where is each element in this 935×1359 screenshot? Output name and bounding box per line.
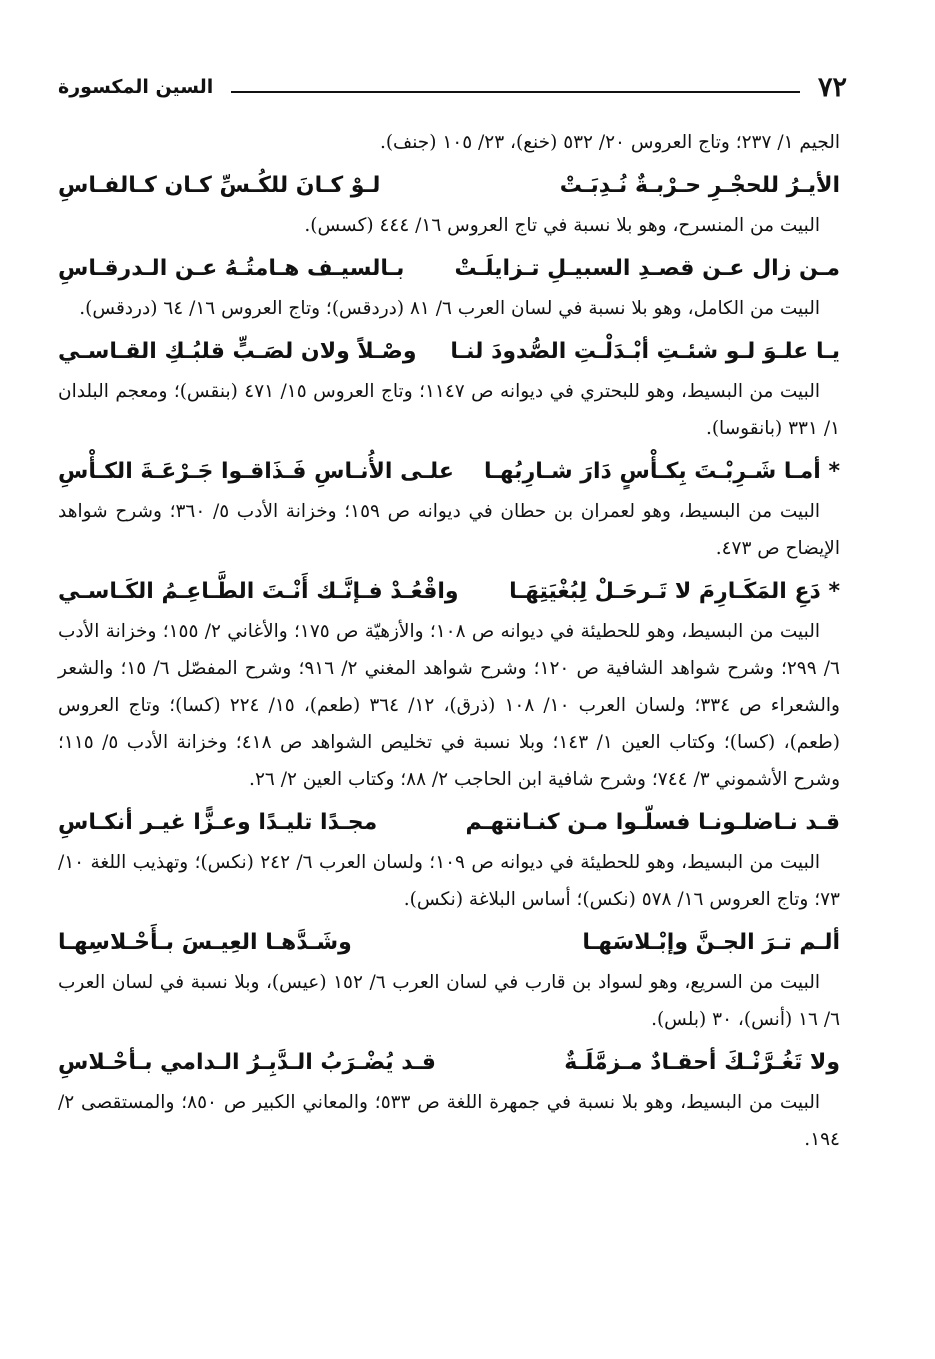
running-title: السين المكسورة — [58, 76, 214, 98]
verse-second-hemistich: علـى الأُنـاسِ فَـذَاقـوا جَـرْعَـةَ الكـأْسِ — [58, 458, 454, 484]
verse-second-hemistich: وصْـلاً ولان لصَـبٍّ قلبُـكِ القـاسـي — [58, 338, 417, 364]
verse-first-hemistich: * دَعِ المَكَـارِمَ لا تَـرحَـلْ لِبُغْيَتِهَـا — [509, 578, 840, 604]
verse-second-hemistich: مجـدًا تليـدًا وعـزًّا غيـر أنكـاسِ — [58, 809, 378, 835]
verse-line — [58, 800, 840, 844]
verse-first-hemistich: ألـم تـرَ الجـنَّ وإبْـلاسَهـا — [582, 929, 840, 955]
verse-line — [58, 1040, 840, 1084]
page-number: ٧٢ — [817, 71, 847, 103]
verse-line — [58, 246, 840, 290]
verse-second-hemistich: واقْعُـدْ فـإنَّـك أَنْـتَ الطَّـاعِـمُ الكَـاسـي — [58, 578, 459, 604]
citation-note: البيت من المنسرح، وهو بلا نسبة في تاج العروس ١٦/ ٤٤٤ (كسس). — [304, 215, 820, 236]
verse-line — [58, 569, 840, 613]
verse-first-hemistich: يـا علـوَ لـو شئـتِ أبْـدَلْـتِ الصُّدودَ لنـا — [450, 338, 840, 364]
citation-note: الجيم ١/ ٢٣٧؛ وتاج العروس ٢٠/ ٥٣٢ (خنع)، ٢٣/ ١٠٥ (جنف). — [379, 132, 840, 153]
citation-note: البيت من الكامل، وهو بلا نسبة في لسان العرب ٦/ ٨١ (دردقس)؛ وتاج العروس ١٦/ ٦٤ (دردقس). — [79, 298, 820, 319]
verse-second-hemistich: لـوْ كـانَ للكُـسِّ كـان كـالفـاسِ — [58, 172, 381, 198]
citation-note: البيت من البسيط، وهو بلا نسبة في جمهرة اللغة ص ٥٣٣؛ والمعاني الكبير ص ٨٥٠؛ والمستقصى ٢/ ١٩٤. — [58, 1092, 840, 1150]
verse-line — [58, 163, 840, 207]
header-rule — [231, 91, 800, 93]
verse-first-hemistich: قـد نـاضلـونـا فسلّـوا مـن كنـانتهـم — [465, 809, 840, 835]
citation-note: البيت من البسيط، وهو للحطيئة في ديوانه ص ١٠٩؛ ولسان العرب ٦/ ٢٤٢ (نكس)؛ وتهذيب اللغة ١٠/ ٧٣؛ وتاج العروس ١٦/ ٥٧٨ (نكس)؛ أساس البلاغة (نكس). — [58, 852, 840, 910]
citation-note: البيت من البسيط، وهو للحطيئة في ديوانه ص ١٠٨؛ والأزهيّة ص ١٧٥؛ والأغاني ٢/ ١٥٥؛ وخزانة الأدب ٦/ ٢٩٩؛ وشرح شواهد الشافية ص ١٢٠؛ وشرح شواهد المغني ٢/ ٩١٦؛ وشرح المفصّل ٦/ ١٥؛ والشعر والشعراء ص ٣٣٤؛ ولسان العرب ١٠/ ١٠٨ (ذرق)، ١٢/ ٣٦٤ (طعم)، ١٥/ ٢٢٤ (كسا)؛ وتاج العروس (طعم)، (كسا)؛ وكتاب العين ١/ ١٤٣؛ وبلا نسبة في تخليص الشواهد ص ٤١٨؛ وخزانة الأدب ٥/ ١١٥؛ وشرح الأشموني ٣/ ٧٤٤؛ وشرح شافية ابن الحاجب ٢/ ٨٨؛ وكتاب العين ٢/ ٢٦. — [58, 621, 840, 790]
verse-first-hemistich: * أمـا شَـرِبْـتَ بِكـأْسٍ دَارَ شـارِبُهـا — [484, 458, 840, 484]
verse-line — [58, 449, 840, 493]
verse-second-hemistich: قـد يُضْـرَبُ الـدَّبِـرُ الـدامي بـأحْـلاسِ — [58, 1049, 436, 1075]
verse-line — [58, 329, 840, 373]
citation-note: البيت من البسيط، وهو لعمران بن حطان في ديوانه ص ١٥٩؛ وخزانة الأدب ٥/ ٣٦٠؛ وشرح شواهد الإيضاح ص ٤٧٣. — [58, 501, 840, 559]
citation-note: البيت من السريع، وهو لسواد بن قارب في لسان العرب ٦/ ١٥٢ (عيس)، وبلا نسبة في لسان العرب ٦/ ١٦ (أنس)، ٣٠ (بلس). — [58, 972, 840, 1030]
citation-note: البيت من البسيط، وهو للبحتري في ديوانه ص ١١٤٧؛ وتاج العروس ١٥/ ٤٧١ (بنقس)؛ ومعجم البلدان ١/ ٣٣١ (بانقوسا). — [58, 381, 840, 439]
page-body — [58, 124, 840, 1158]
verse-second-hemistich: بـالسيـف هـامتُـهُ عـن الـدرقـاسِ — [58, 255, 405, 281]
verse-line — [58, 920, 840, 964]
verse-first-hemistich: مـن زال عـن قصـدِ السبيـلِ تـزايلَـتْ — [454, 255, 840, 281]
verse-second-hemistich: وشَـدَّهـا العِيـسَ بـأَحْـلاسِهـا — [58, 929, 352, 955]
verse-first-hemistich: ولا تَغُـرَّنْـكَ أحقـادٌ مـزمَّلَـةٌ — [564, 1049, 840, 1075]
verse-first-hemistich: الأيـرُ للحجْـرِ حـرْبـةٌ نُـدِبَـتْ — [559, 172, 840, 198]
page-header — [58, 70, 847, 104]
